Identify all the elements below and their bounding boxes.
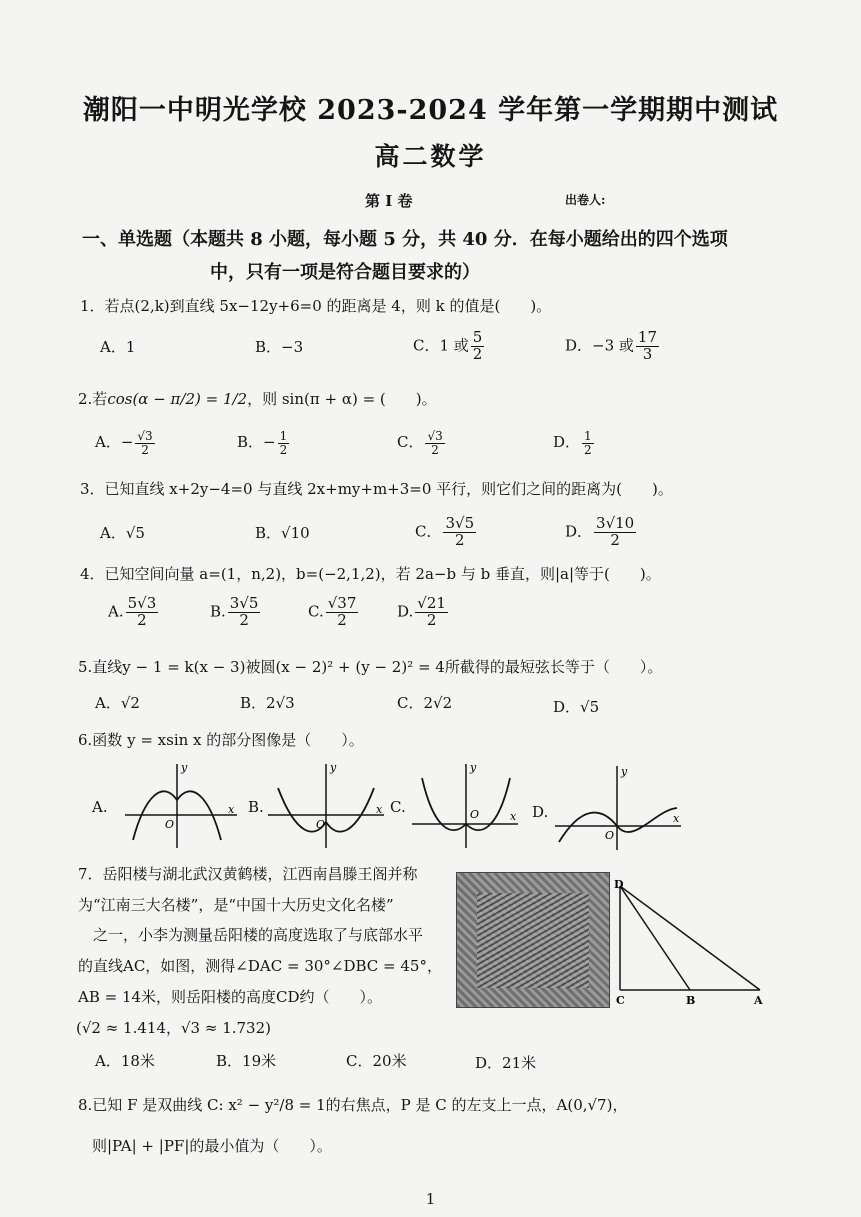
- q5-option-d: D．√5: [553, 698, 600, 716]
- q2-c-den: 2: [431, 442, 439, 457]
- q6-option-b-label: B.: [248, 798, 264, 816]
- q7-triangle-figure: [612, 878, 772, 1008]
- q6-b-axis-x: x: [376, 803, 383, 816]
- question-1-stem: 1．若点(2,k)到直线 5x−12y+6=0 的距离是 4，则 k 的值是( )。: [80, 297, 552, 315]
- subject-title: 高二数学: [374, 142, 487, 171]
- page-number: 1: [425, 1190, 436, 1208]
- q4-d-label: D.: [397, 602, 414, 621]
- question-7-line2: 为“江南三大名楼”，是“中国十大历史文化名楼”: [78, 896, 394, 914]
- question-5-stem: 5.直线y − 1 = k(x − 3)被圆(x − 2)² + (y − 2)² = 4所截得的最短弦长等于（ ）。: [78, 658, 663, 676]
- q2-d-num: 1: [584, 429, 592, 443]
- q4-a-num: 5√3: [127, 594, 157, 612]
- q3-c-den: 2: [455, 530, 465, 549]
- q2-option-c: [397, 430, 447, 456]
- q3-option-d: [565, 516, 638, 549]
- question-7-line1: 7．岳阳楼与湖北武汉黄鹤楼，江西南昌滕王阁并称: [78, 865, 418, 883]
- q6-a-axis-y: y: [181, 761, 188, 774]
- q6-option-a-label: A.: [92, 798, 108, 816]
- q1-option-c: [413, 330, 486, 363]
- q2-b-den: 2: [279, 442, 288, 457]
- q5-option-a: A．√2: [95, 694, 140, 712]
- q6-graph-d: [555, 762, 685, 852]
- q3-d-num: 3√10: [596, 514, 635, 532]
- page-title: 潮阳一中明光学校 2023-2024 学年第一学期期中测试: [82, 95, 779, 126]
- q2-b-num: 1: [279, 429, 288, 443]
- q7-fig-label-c: C: [616, 994, 625, 1007]
- q6-c-origin: O: [470, 808, 480, 821]
- q6-c-axis-x: x: [510, 810, 517, 823]
- question-3-stem: 3．已知直线 x+2y−4=0 与直线 2x+my+m+3=0 平行，则它们之间的距离为( )。: [80, 480, 673, 498]
- q1-c-den: 2: [472, 344, 483, 363]
- author-label: 出卷人:: [565, 193, 606, 207]
- q3-c-num: 3√5: [445, 514, 475, 532]
- q4-c-den: 2: [337, 610, 347, 629]
- q2-c-label: C．: [397, 433, 424, 452]
- q1-option-d: [565, 330, 661, 363]
- q5-option-b: B．2√3: [240, 694, 295, 712]
- q4-option-a: [108, 596, 160, 629]
- q6-d-origin: O: [605, 829, 615, 842]
- yueyang-tower-photo: [456, 872, 610, 1008]
- q1-option-d-label: D．−3 或: [565, 336, 634, 355]
- q4-a-den: 2: [137, 610, 147, 629]
- q6-a-axis-x: x: [228, 803, 235, 816]
- q3-option-b: B．√10: [255, 524, 310, 542]
- q7-fig-label-a: A: [754, 994, 763, 1007]
- q6-c-axis-y: y: [470, 761, 477, 774]
- q4-d-den: 2: [426, 610, 437, 629]
- q2-d-den: 2: [584, 442, 592, 457]
- q3-d-label: D．: [565, 522, 593, 541]
- q2-a-label: A．−: [95, 433, 134, 452]
- q7-fig-label-b: B: [686, 994, 696, 1007]
- q3-option-c: [415, 516, 478, 549]
- q4-a-label: A.: [108, 602, 124, 621]
- q6-option-c-label: C.: [390, 798, 406, 816]
- question-7-line3: 之一，小李为测量岳阳楼的高度选取了与底部水平: [93, 926, 424, 944]
- q6-graph-a: [125, 760, 240, 850]
- q6-b-origin: O: [316, 818, 326, 831]
- q4-option-b: [210, 596, 262, 629]
- q2-option-b: [237, 430, 291, 456]
- q4-c-num: √37: [327, 594, 357, 612]
- q3-d-den: 2: [610, 530, 620, 549]
- q1-c-num: 5: [472, 328, 483, 346]
- q7-option-b: B．19米: [216, 1052, 277, 1070]
- q7-option-c: C．20米: [346, 1052, 407, 1070]
- question-8-line2: 则|PA| + |PF|的最小值为（ ）。: [92, 1137, 332, 1155]
- q3-c-label: C．: [415, 522, 442, 541]
- q2-option-d: [553, 430, 596, 456]
- q2-a-num: √3: [137, 429, 153, 443]
- q1-d-den: 3: [642, 344, 653, 363]
- q7-option-d: D．21米: [475, 1054, 537, 1072]
- q2-b-label: B．−: [237, 433, 276, 452]
- q2-option-a: [95, 430, 157, 456]
- q2-d-label: D．: [553, 433, 581, 452]
- q6-d-axis-y: y: [621, 765, 628, 778]
- q4-option-d: [397, 596, 450, 629]
- q1-option-b: B．−3: [255, 338, 304, 356]
- q2-c-num: √3: [427, 429, 443, 443]
- question-4-stem: 4．已知空间向量 a=(1，n,2)，b=(−2,1,2)，若 2a−b 与 b 垂直，则|a|等于( )。: [80, 565, 661, 583]
- q1-option-c-label: C．1 或: [413, 336, 469, 355]
- q4-d-num: √21: [417, 594, 446, 612]
- q4-option-c: [308, 596, 360, 629]
- q6-graph-b: [268, 760, 388, 850]
- q4-b-den: 2: [239, 610, 249, 629]
- q2-stem-cos: cos(α − π/2) = 1/2: [107, 390, 248, 408]
- q4-c-label: C.: [308, 602, 324, 621]
- question-7-line5: AB = 14米，则岳阳楼的高度CD约（ ）。: [78, 988, 383, 1006]
- q6-a-origin: O: [165, 818, 175, 831]
- q1-option-a: A．1: [100, 338, 136, 356]
- question-7-line6: (√2 ≈ 1.414，√3 ≈ 1.732): [76, 1019, 272, 1037]
- q6-option-d-label: D.: [532, 803, 549, 821]
- question-8-line1: 8.已知 F 是双曲线 C: x² − y²/8 = 1的右焦点，P 是 C 的左支上一点，A(0,√7)，: [78, 1096, 628, 1114]
- q7-fig-label-d: D: [614, 878, 624, 891]
- section-heading-line1: 一、单选题（本题共 8 小题，每小题 5 分，共 40 分．在每小题给出的四个选项: [82, 229, 728, 250]
- q5-option-c: C．2√2: [397, 694, 453, 712]
- q2-stem-pre: 2.若: [78, 390, 108, 408]
- q6-graph-c: [412, 760, 522, 850]
- q6-b-axis-y: y: [330, 761, 337, 774]
- q7-option-a: A．18米: [95, 1052, 155, 1070]
- q1-d-num: 17: [637, 328, 658, 346]
- q4-b-num: 3√5: [229, 594, 259, 612]
- section-heading-line2: 中，只有一项是符合题目要求的）: [210, 262, 480, 283]
- volume-label: 第 I 卷: [365, 192, 413, 210]
- question-6-stem: 6.函数 y = xsin x 的部分图像是（ ）。: [78, 731, 364, 749]
- q2-stem-post: ，则 sin(π + α) = ( )。: [247, 390, 437, 408]
- q2-a-den: 2: [141, 442, 149, 457]
- q4-b-label: B.: [210, 602, 226, 621]
- q3-option-a: A．√5: [100, 524, 145, 542]
- question-2-stem: [78, 388, 437, 409]
- q6-d-axis-x: x: [673, 812, 680, 825]
- question-7-line4: 的直线AC，如图，测得∠DAC = 30°∠DBC = 45°，: [78, 957, 442, 975]
